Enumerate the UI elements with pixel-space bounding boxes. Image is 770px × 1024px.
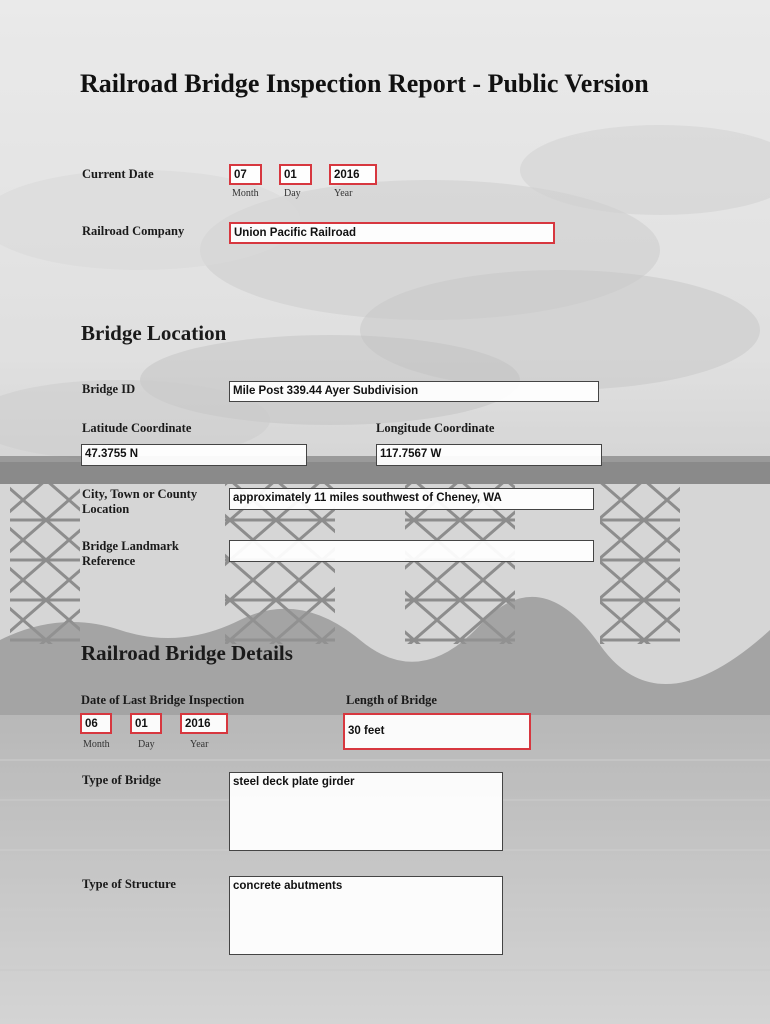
bridge-length-field[interactable]: 30 feet: [343, 713, 531, 750]
type-of-bridge-field[interactable]: steel deck plate girder: [229, 772, 503, 851]
last-inspection-year-field[interactable]: 2016: [180, 713, 228, 734]
last-inspection-day-caption: Day: [138, 739, 155, 750]
type-of-structure-label: Type of Structure: [82, 877, 176, 891]
last-inspection-month-caption: Month: [83, 739, 110, 750]
landmark-field[interactable]: [229, 540, 594, 562]
city-location-label-line2: Location: [82, 502, 130, 516]
current-month-field[interactable]: 07: [229, 164, 262, 185]
report-title: Railroad Bridge Inspection Report - Public Version: [80, 69, 649, 98]
last-inspection-label: Date of Last Bridge Inspection: [81, 693, 245, 707]
railroad-company-label: Railroad Company: [82, 224, 185, 238]
current-date-label: Current Date: [82, 167, 154, 181]
railroad-company-field[interactable]: Union Pacific Railroad: [229, 222, 555, 244]
bridge-details-heading: Railroad Bridge Details: [81, 641, 293, 665]
current-day-field[interactable]: 01: [279, 164, 312, 185]
current-day-caption: Day: [284, 188, 301, 199]
type-of-structure-field[interactable]: concrete abutments: [229, 876, 503, 955]
current-year-caption: Year: [334, 188, 353, 199]
bridge-length-label: Length of Bridge: [346, 693, 437, 707]
current-year-field[interactable]: 2016: [329, 164, 377, 185]
last-inspection-year-caption: Year: [190, 739, 209, 750]
city-location-field[interactable]: approximately 11 miles southwest of Cheney, WA: [229, 488, 594, 510]
landmark-label-line1: Bridge Landmark: [82, 539, 179, 553]
latitude-label: Latitude Coordinate: [82, 421, 192, 435]
latitude-field[interactable]: 47.3755 N: [81, 444, 307, 466]
longitude-field[interactable]: 117.7567 W: [376, 444, 602, 466]
last-inspection-month-field[interactable]: 06: [80, 713, 112, 734]
landmark-label-line2: Reference: [82, 554, 136, 568]
last-inspection-day-field[interactable]: 01: [130, 713, 162, 734]
landmark-label: [82, 539, 179, 569]
longitude-label: Longitude Coordinate: [376, 421, 495, 435]
bridge-id-label: Bridge ID: [82, 382, 136, 396]
bridge-location-heading: Bridge Location: [81, 321, 227, 345]
bridge-id-field[interactable]: Mile Post 339.44 Ayer Subdivision: [229, 381, 599, 402]
city-location-label: [82, 487, 197, 517]
current-month-caption: Month: [232, 188, 259, 199]
type-of-bridge-label: Type of Bridge: [82, 773, 161, 787]
city-location-label-line1: City, Town or County: [82, 487, 198, 501]
